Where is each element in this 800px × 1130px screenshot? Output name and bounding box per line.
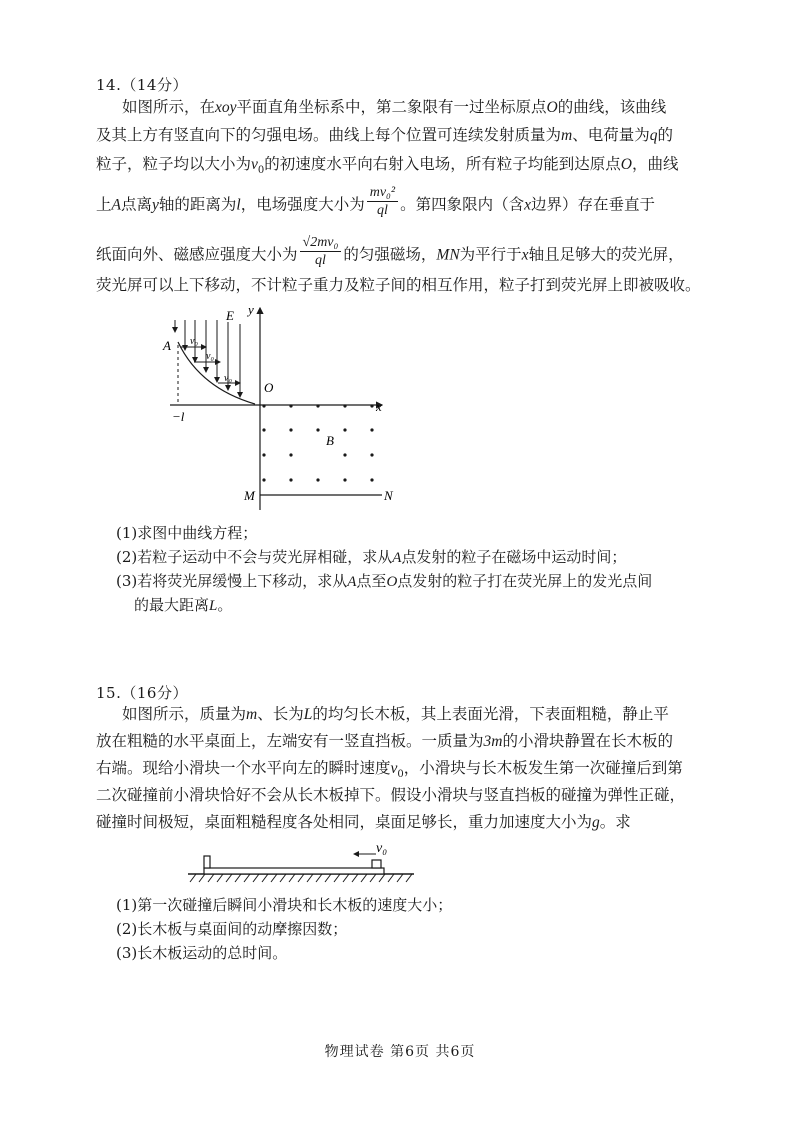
p15-line-5: 碰撞时间极短，桌面粗糙程度各处相同，桌面足够长，重力加速度大小为g。求 — [96, 813, 631, 831]
p15-question-1: (1)第一次碰撞后瞬间小滑块和长木板的速度大小； — [116, 896, 453, 914]
problem-15-statement — [96, 707, 708, 837]
problem-14-statement — [96, 100, 708, 300]
p15-line-4: 二次碰撞前小滑块恰好不会从长木板掉下。假设小滑块与竖直挡板的碰撞为弹性正碰， — [96, 786, 686, 804]
p14-line-2: 及其上方有竖直向下的匀强电场。曲线上每个位置可连续发射质量为m、电荷量为q的 — [96, 126, 673, 144]
p14-question-3-cont: 的最大距离L。 — [134, 596, 233, 614]
label-neg-l: −l — [172, 409, 185, 424]
slider-block — [372, 860, 381, 868]
p15-line-1: 如图所示，质量为m、长为L的均匀长木板，其上表面光滑，下表面粗糙，静止平 — [122, 705, 669, 723]
p14-line-3: 粒子，粒子均以大小为$v_0$的初速度水平向右射入电场，所有粒子均能到达原点O，曲线 — [96, 155, 679, 177]
label-b: B — [326, 433, 334, 448]
label-v0-1: v₀ — [190, 336, 198, 347]
p15-board-diagram — [186, 836, 416, 886]
vertical-baffle — [204, 856, 210, 868]
magnetic-field-fraction: $\frac{\text{√2mv₀}}{ql}$ — [300, 234, 342, 269]
p14-field-diagram — [160, 300, 400, 512]
label-e: E — [226, 308, 234, 323]
p14-question-3: (3)若将荧光屏缓慢上下移动，求从A点至O点发射的粒子打在荧光屏上的发光点间 — [116, 572, 653, 590]
p14-line-4: 上A点离y轴的距离为l，电场强度大小为 $\frac{\text{mv₀²}}{ql}$ 。第四象限内（含x边界）存在垂直于 — [96, 185, 656, 218]
ground-hatching — [190, 874, 412, 882]
p15-line-2: 放在粗糙的水平桌面上，左端安有一竖直挡板。一质量为3m的小滑块静置在长木板的 — [96, 732, 673, 750]
label-v0: v₀ — [376, 841, 388, 856]
label-a: A — [163, 338, 171, 353]
label-o: O — [264, 380, 274, 395]
p15-line-3: 右端。现给小滑块一个水平向左的瞬时速度$v_0$，小滑块与长木板发生第一次碰撞后到第 — [96, 759, 683, 781]
field-strength-fraction: $\frac{\text{mv₀²}}{ql}$ — [367, 184, 398, 219]
label-m: M — [244, 488, 255, 503]
p14-line-5: 纸面向外、磁感应强度大小为 $\frac{\text{√2mv₀}}{ql}$ 的匀强磁场，MN为平行于x轴且足够大的荧光屏， — [96, 235, 684, 268]
p14-line-6: 荧光屏可以上下移动，不计粒子重力及粒子间的相互作用，粒子打到荧光屏上即被吸收。 — [96, 276, 701, 294]
label-v0-3: v₀ — [224, 373, 232, 384]
long-board — [204, 868, 384, 874]
label-y: y — [248, 302, 254, 317]
problem-15-heading: 15.（16分） — [96, 684, 188, 702]
p15-question-2: (2)长木板与桌面间的动摩擦因数； — [116, 920, 348, 938]
p14-question-2: (2)若粒子运动中不会与荧光屏相碰，求从A点发射的粒子在磁场中运动时间； — [116, 548, 627, 566]
label-v0-2: v₀ — [206, 351, 214, 362]
p14-question-1: (1)求图中曲线方程； — [116, 524, 258, 542]
page-footer: 物理试卷 第6页 共6页 — [324, 1044, 476, 1060]
label-n: N — [384, 488, 393, 503]
label-x: x — [376, 399, 382, 414]
problem-14-heading: 14.（14分） — [96, 76, 188, 94]
magnetic-field-dots — [262, 404, 373, 481]
p15-question-3: (3)长木板运动的总时间。 — [116, 944, 288, 962]
p14-line-1: 如图所示，在xoy平面直角坐标系中，第二象限有一过坐标原点O的曲线，该曲线 — [122, 98, 667, 116]
